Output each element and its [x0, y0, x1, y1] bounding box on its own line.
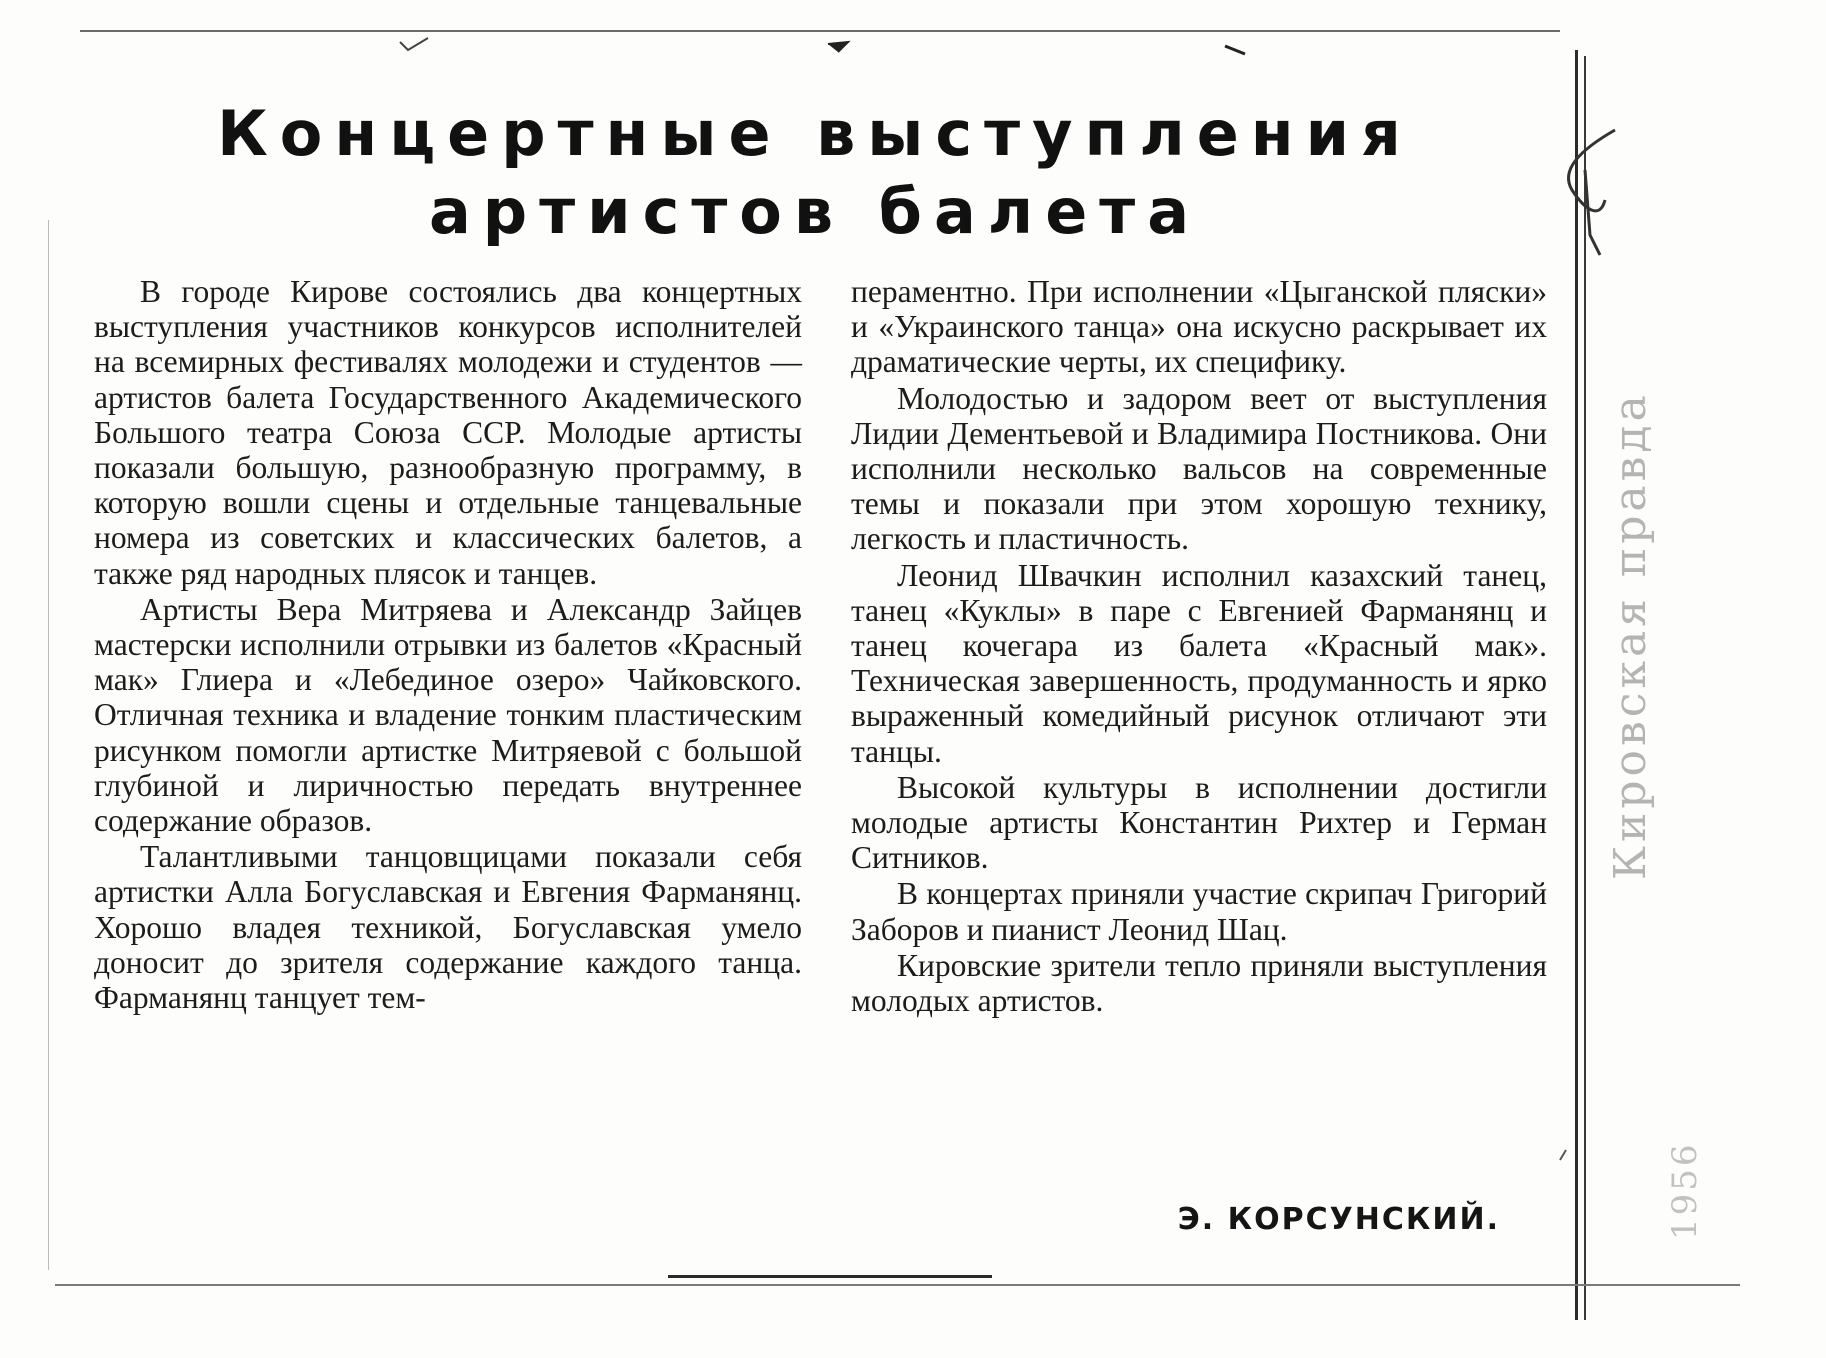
tick-mark-top-right — [1225, 46, 1245, 54]
checkmark-pencil-mark-2 — [1585, 170, 1600, 255]
article-headline — [140, 95, 1490, 251]
bottom-rule — [55, 1284, 1740, 1286]
tick-mark-top-center — [828, 42, 848, 52]
paragraph: Талантливыми танцовщицами показали себя артистки Алла Богуславская и Евгения Фарманянц. Хорошо владея техникой, Богуславская умело доносит до зрителя содержание каждого танца. Фарманянц танцует тем- — [94, 839, 802, 1016]
tick-mark-top-left — [400, 38, 428, 50]
checkmark-pencil-mark — [1569, 130, 1615, 211]
paragraph: Высокой культуры в исполнении достигли молодые артисты Константин Рихтер и Герман Ситников. — [851, 769, 1547, 876]
article-column-left — [94, 274, 802, 1015]
headline-line-2: артистов балета — [428, 175, 1202, 248]
article-end-rule — [668, 1275, 992, 1278]
archive-stamp-year: 1956 — [1665, 1141, 1705, 1240]
paragraph: Молодостью и задором веет от выступления Лидии Дементьевой и Владимира Постникова. Они исполнили несколько вальсов на современные темы и показали при этом хорошую технику, легкость и пластичность. — [851, 380, 1547, 557]
paragraph: В городе Кирове состоялись два концертных выступления участников конкурсов исполнителей на всемирных фестивалях молодежи и студентов — артистов балета Государственного Академического Большого театра Союза ССР. Молодые артисты показали большую, разнообразную программу, в которую вошли сцены и отдельные танцевальные номера из советских и классических балетов, а также ряд народных плясок и танцев. — [94, 274, 802, 591]
tick-mark-right-margin — [1560, 1150, 1566, 1160]
article-column-right — [851, 274, 1547, 1018]
archive-stamp-text: Кировская правда — [1605, 391, 1656, 880]
paragraph: В концертах приняли участие скрипач Григорий Заборов и пианист Леонид Шац. — [851, 876, 1547, 947]
paragraph: Леонид Швачкин исполнил казахский танец, танец «Куклы» в паре с Евгенией Фарманянц и танец кочегара из балета «Красный мак». Техническая завершенность, продуманность и ярко выраженный комедийный рисунок отличают эти танцы. — [851, 557, 1547, 769]
author-signature: Э. КОРСУНСКИЙ. — [1177, 1202, 1500, 1237]
paragraph: Кировские зрители тепло приняли выступления молодых артистов. — [851, 947, 1547, 1019]
headline-line-1: Концертные выступления — [217, 97, 1413, 170]
paragraph: пераментно. При исполнении «Цыганской пляски» и «Украинского танца» она искусно раскрывает их драматические черты, их специфику. — [851, 274, 1547, 380]
paragraph: Артисты Вера Митряева и Александр Зайцев мастерски исполнили отрывки из балетов «Красный мак» Глиера и «Лебединое озеро» Чайковского. Отличная техника и владение тонким пластическим рисунком помогли артистке Митряевой с большой глубиной и лиричностью передать внутреннее содержание образов. — [94, 591, 802, 839]
